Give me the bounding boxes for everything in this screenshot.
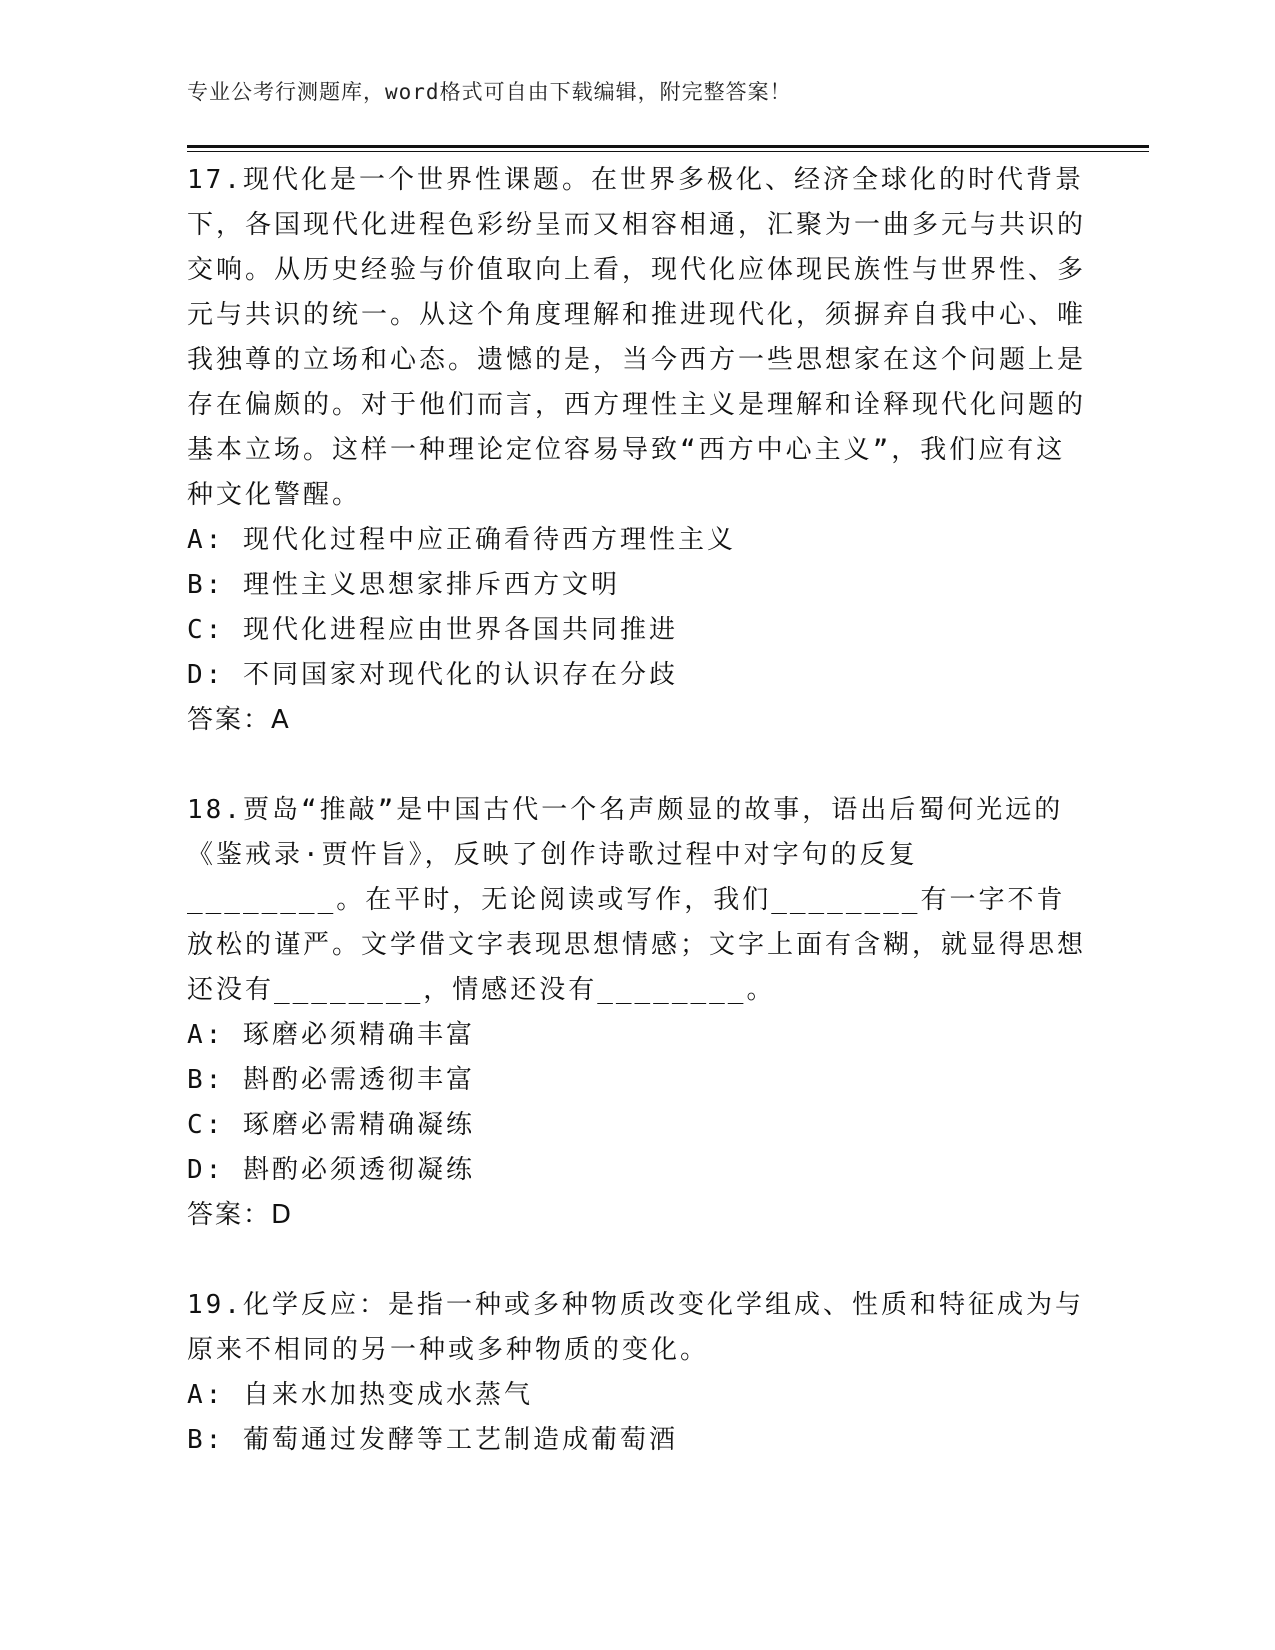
option-a: A: 现代化过程中应正确看待西方理性主义: [187, 525, 736, 555]
option-b: B: 斟酌必需透彻丰富: [187, 1065, 475, 1095]
header-rule-thick: [187, 145, 1149, 148]
option-c: C: 现代化进程应由世界各国共同推进: [187, 615, 678, 645]
page-header: 专业公考行测题库，word格式可自由下载编辑，附完整答案！: [187, 80, 792, 104]
option-b: B: 理性主义思想家排斥西方文明: [187, 570, 620, 600]
option-b: B: 葡萄通过发酵等工艺制造成葡萄酒: [187, 1425, 678, 1455]
question-text: 18.贾岛“推敲”是中国古代一个名声颇显的故事，语出后蜀何光远的《鉴戒录·贾忤旨》，反映了创作诗歌过程中对字句的反复________。在平时，无论阅读或写作，我们________有一字不肯放松的谨严。文学借文字表现思想情感；文字上面有含糊，就显得思想还没有________，情感还没有________。: [187, 795, 1087, 1005]
question-19: [187, 1283, 1087, 1463]
answer-line: 答案：D: [187, 1200, 294, 1230]
question-18: [187, 788, 1087, 1238]
question-text: 19.化学反应：是指一种或多种物质改变化学组成、性质和特征成为与原来不相同的另一种或多种物质的变化。: [187, 1290, 1084, 1365]
spacer: [187, 1238, 1087, 1283]
option-d: D: 斟酌必须透彻凝练: [187, 1155, 475, 1185]
spacer: [187, 743, 1087, 788]
question-list: [187, 158, 1087, 1463]
header-rule-thin: [187, 151, 1149, 152]
answer-line: 答案：A: [187, 705, 291, 735]
question-17: [187, 158, 1087, 743]
option-a: A: 自来水加热变成水蒸气: [187, 1380, 533, 1410]
question-text: 17.现代化是一个世界性课题。在世界多极化、经济全球化的时代背景下，各国现代化进程色彩纷呈而又相容相通，汇聚为一曲多元与共识的交响。从历史经验与价值取向上看，现代化应体现民族性与世界性、多元与共识的统一。从这个角度理解和推进现代化，须摒弃自我中心、唯我独尊的立场和心态。遗憾的是，当今西方一些思想家在这个问题上是存在偏颇的。对于他们而言，西方理性主义是理解和诠释现代化问题的基本立场。这样一种理论定位容易导致“西方中心主义”，我们应有这种文化警醒。: [187, 165, 1087, 510]
option-c: C: 琢磨必需精确凝练: [187, 1110, 475, 1140]
option-a: A: 琢磨必须精确丰富: [187, 1020, 475, 1050]
option-d: D: 不同国家对现代化的认识存在分歧: [187, 660, 678, 690]
